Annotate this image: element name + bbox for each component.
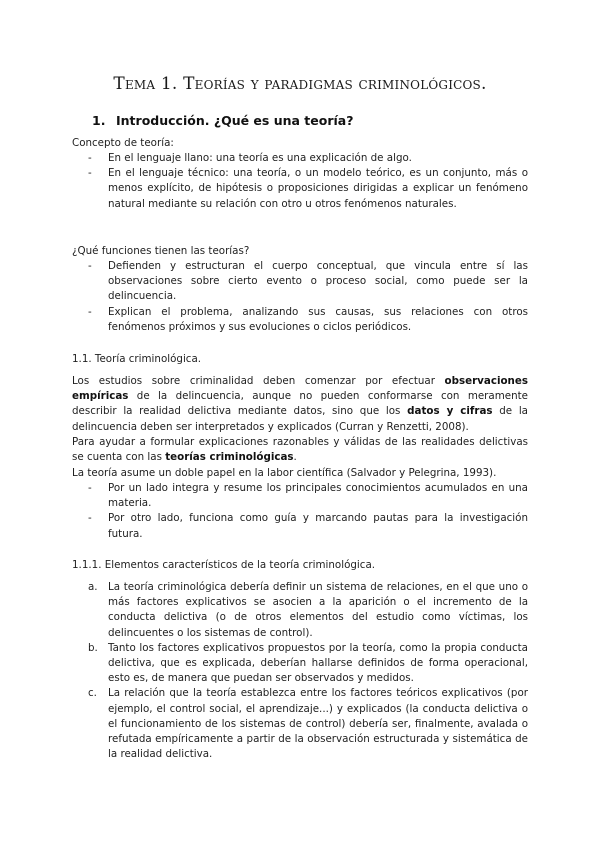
list-item: c. La relación que la teoría establezca entre los factores teóricos explicativos (por ejemplo, el control social, el aprendizaje...) y explicados (la conducta delictiva o el funcionamiento de los sistemas de control) debería ser, finalmente, avalada o refutada empíricamente a partir de la observación estructurada y sistemática de la realidad delictiva. — [88, 687, 528, 761]
letter-marker: b. — [88, 641, 98, 654]
concepto-label: Concepto de teoría: — [72, 137, 174, 149]
bold-observaciones: observaciones empíricas — [72, 375, 528, 403]
bold-teorias: teorías criminológicas — [165, 451, 294, 464]
bullet-marker: - — [88, 260, 92, 272]
letter-marker: a. — [88, 581, 98, 593]
paragraph-doble-papel: La teoría asume un doble papel en la labor científica (Salvador y Pelegrina, 1993). — [72, 467, 497, 479]
papel-list — [88, 481, 528, 542]
bullet-marker: - — [88, 167, 92, 180]
bullet-marker: - — [88, 482, 92, 494]
funciones-label: ¿Qué funciones tienen las teorías? — [72, 245, 250, 257]
bullet-marker: - — [88, 152, 92, 164]
list-item: - Por otro lado, funciona como guía y marcando pautas para la investigación futura. — [88, 512, 528, 540]
bold-datos-cifras: datos y cifras — [407, 405, 493, 418]
list-item: - Por un lado integra y resume los principales conocimientos acumulados en una materia. — [88, 482, 528, 510]
list-item: - Defienden y estructuran el cuerpo conceptual, que vincula entre sí las observaciones sobre cierto evento o proceso social, como puede ser la delincuencia. — [88, 260, 528, 303]
funciones-list — [88, 259, 528, 335]
bullet-marker: - — [88, 512, 92, 525]
elementos-list — [88, 580, 528, 762]
page-title: Tema 1. Teorías y paradigmas criminológicos. — [113, 74, 487, 94]
paragraph-ayudar: Para ayudar a formular explicaciones razonables y válidas de las realidades delictivas se cuenta con las teorías criminológicas. — [72, 436, 528, 464]
concepto-list — [88, 151, 528, 212]
list-item: - En el lenguaje técnico: una teoría, o un modelo teórico, es un conjunto, más o menos explícito, de hipótesis o proposiciones dirigidas a explicar un fenómeno natural mediante su relación con otro u otros fenómenos naturales. — [88, 167, 528, 210]
section-heading-introduccion — [92, 113, 353, 128]
section-heading-text: Introducción. ¿Qué es una teoría? — [116, 113, 354, 128]
letter-marker: c. — [88, 687, 97, 700]
list-item: a. La teoría criminológica debería definir un sistema de relaciones, en el que uno o más factores explicativos se asocien a la aparición o el incremento de la conducta delictiva (o de otros elementos del estudio como víctimas, los delincuentes o los sistemas de control). — [88, 581, 528, 639]
paragraph-estudios: Los estudios sobre criminalidad deben comenzar por efectuar observaciones empíricas de la delincuencia, aunque no pueden conformarse con meramente describir la realidad delictiva mediante datos, sino que los datos y cifras de la delincuencia deben ser interpretados y explicados (Curran y Renzetti, 2008). — [72, 375, 528, 433]
section-number: 1. — [92, 113, 106, 128]
list-item: b. Tanto los factores explicativos propuestos por la teoría, como la propia conducta delictiva, que es explicada, deberían hallarse definidos de forma operacional, esto es, de manera que puedan ser observados y medidos. — [88, 641, 528, 685]
subsection-heading-teoria-criminologica: 1.1. Teoría criminológica. — [72, 353, 202, 365]
list-item: - Explican el problema, analizando sus causas, sus relaciones con otros fenómenos próximos y sus evoluciones o ciclos periódicos. — [88, 305, 528, 333]
list-item: - En el lenguaje llano: una teoría es una explicación de algo. — [88, 151, 528, 166]
bullet-marker: - — [88, 305, 92, 318]
subsection-heading-elementos: 1.1.1. Elementos característicos de la teoría criminológica. — [72, 559, 376, 571]
